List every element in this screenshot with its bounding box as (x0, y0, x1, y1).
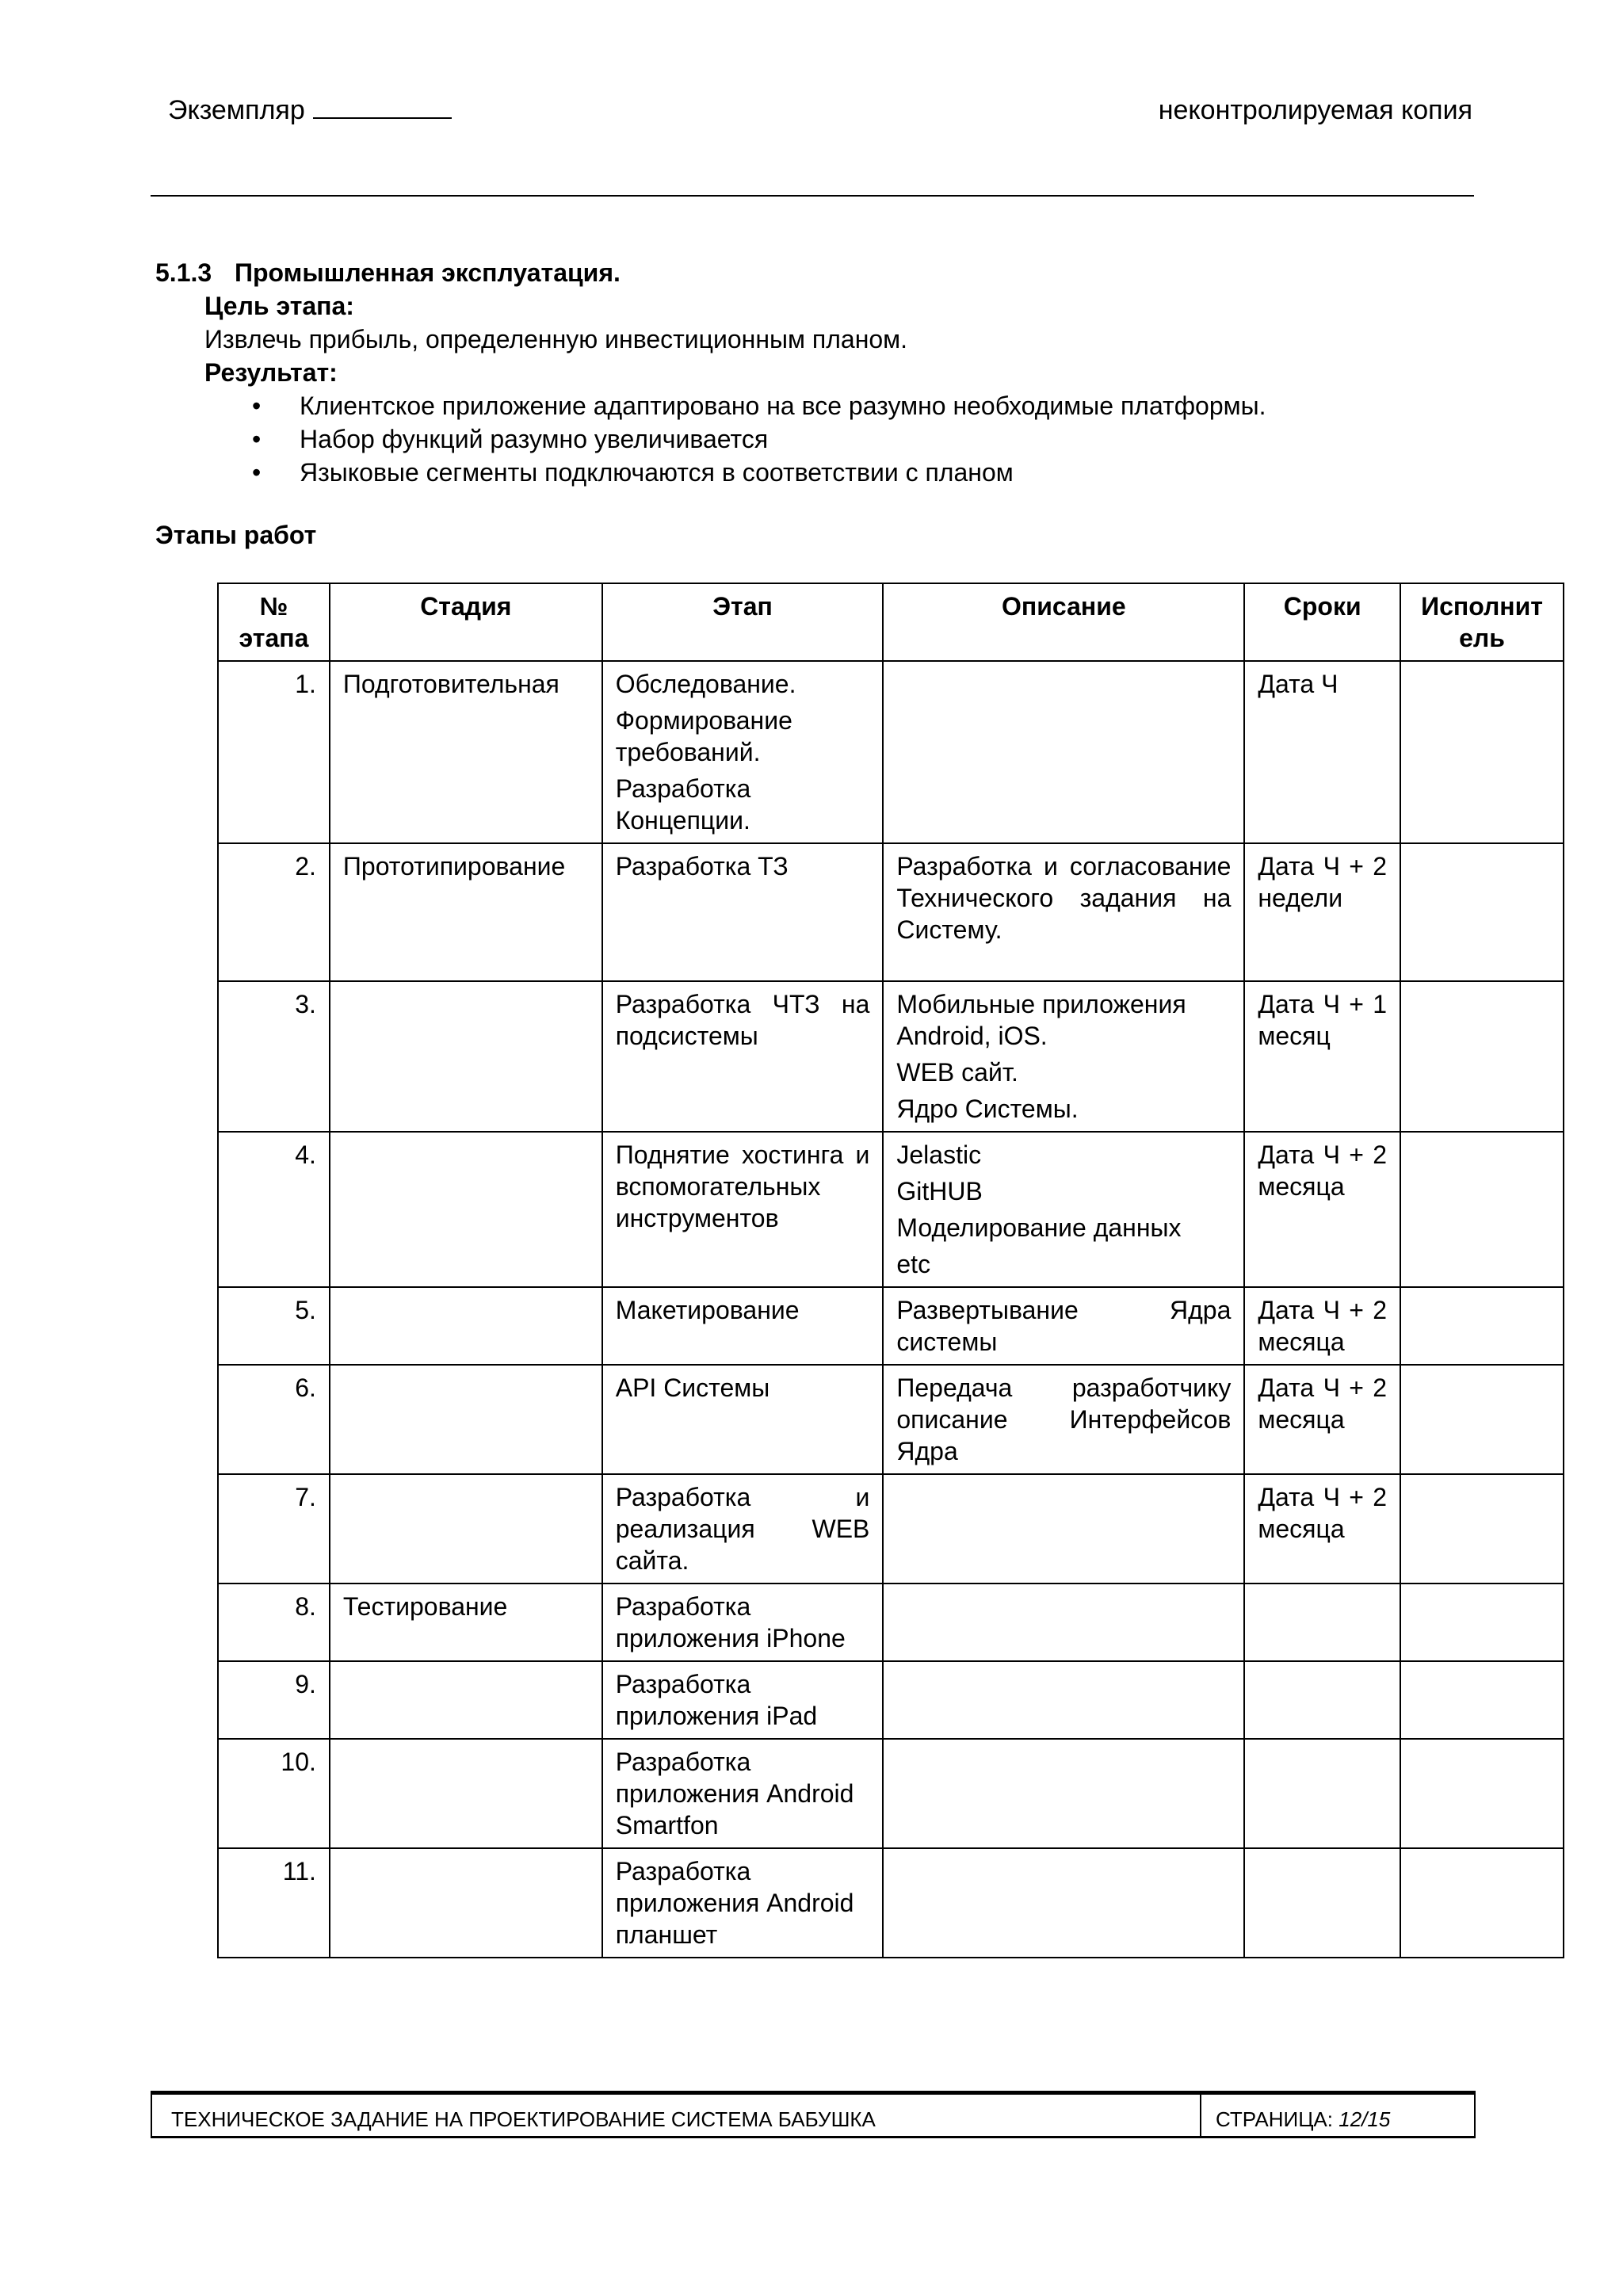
cell-stage (330, 1848, 602, 1958)
cell-executor (1400, 1661, 1564, 1739)
copy-label (168, 95, 452, 126)
cell-description (883, 843, 1244, 981)
cell-stage (330, 1287, 602, 1365)
cell-stage (330, 1365, 602, 1474)
section-5-1-3 (155, 256, 1503, 489)
step-line: Разработка приложения Android Smartfon (615, 1748, 854, 1839)
table-header-row (218, 583, 1564, 661)
cell-step (602, 1365, 884, 1474)
cell-stage (330, 1739, 602, 1848)
footer (151, 2091, 1476, 2138)
cell-executor (1400, 1848, 1564, 1958)
step-line: Формирование требований. (615, 706, 792, 766)
copy-label-text: Экземпляр (168, 95, 305, 125)
step-line: Разработка и реализация WEB сайта. (615, 1483, 870, 1575)
header-rule (151, 195, 1474, 197)
cell-executor (1400, 1132, 1564, 1287)
header-text: Исполнит (1421, 592, 1543, 621)
cell-dates: Дата Ч + 2 недели (1244, 843, 1400, 981)
header-text: ель (1459, 624, 1505, 652)
cell-executor (1400, 1287, 1564, 1365)
cell-description (883, 1661, 1244, 1739)
step-line: Поднятие хостинга и вспомогательных инструментов (615, 1140, 870, 1232)
cell-step (602, 661, 884, 843)
table-row (218, 1474, 1564, 1584)
cell-number: 7. (218, 1474, 330, 1584)
column-header-dates: Сроки (1244, 583, 1400, 661)
cell-description (883, 981, 1244, 1132)
footer-page-info (1216, 2107, 1390, 2132)
footer-divider (1200, 2095, 1201, 2136)
description-line: Передача разработчику описание Интерфейсов Ядра (896, 1373, 1232, 1465)
cell-executor (1400, 661, 1564, 843)
cell-dates (1244, 1739, 1400, 1848)
header-text: № (259, 592, 288, 621)
cell-number: 6. (218, 1365, 330, 1474)
section-heading (155, 256, 1503, 289)
cell-description (883, 1584, 1244, 1661)
table-row (218, 1584, 1564, 1661)
column-header-description: Описание (883, 583, 1244, 661)
step-line: Разработка приложения Android планшет (615, 1857, 854, 1949)
page-number: 12/15 (1338, 2107, 1391, 2131)
column-header-executor (1400, 583, 1564, 661)
table-row (218, 981, 1564, 1132)
page-label: СТРАНИЦА: (1216, 2107, 1334, 2131)
step-line: Обследование. (615, 670, 796, 698)
step-line: Макетирование (615, 1296, 800, 1324)
goal-label: Цель этапа: (204, 292, 354, 320)
cell-stage: Прототипирование (330, 843, 602, 981)
table-row (218, 843, 1564, 981)
cell-executor (1400, 1365, 1564, 1474)
cell-executor (1400, 1584, 1564, 1661)
bullet-icon: • (252, 458, 262, 487)
cell-dates: Дата Ч + 2 месяца (1244, 1365, 1400, 1474)
cell-number: 2. (218, 843, 330, 981)
cell-step (602, 1661, 884, 1739)
cell-description (883, 1739, 1244, 1848)
description-line: etc (896, 1250, 931, 1278)
description-line: Разработка и согласование Технического задания на Систему. (896, 852, 1232, 944)
cell-description (883, 1848, 1244, 1958)
table-row (218, 1661, 1564, 1739)
result-list (252, 389, 1503, 489)
cell-dates (1244, 1584, 1400, 1661)
list-item-text: Языковые сегменты подключаются в соответствии с планом (300, 458, 1014, 487)
cell-step (602, 1474, 884, 1584)
table-row (218, 1132, 1564, 1287)
table-row (218, 1287, 1564, 1365)
cell-dates (1244, 1848, 1400, 1958)
cell-number: 11. (218, 1848, 330, 1958)
cell-dates: Дата Ч + 1 месяц (1244, 981, 1400, 1132)
cell-number: 1. (218, 661, 330, 843)
cell-step (602, 1132, 884, 1287)
copy-status: неконтролируемая копия (1158, 95, 1472, 125)
list-item-text: Набор функций разумно увеличивается (300, 425, 769, 453)
step-line: Разработка приложения iPad (615, 1670, 818, 1730)
cell-number: 10. (218, 1739, 330, 1848)
table-row (218, 1739, 1564, 1848)
cell-executor (1400, 843, 1564, 981)
cell-description (883, 661, 1244, 843)
cell-number: 4. (218, 1132, 330, 1287)
bullet-icon: • (252, 392, 262, 420)
description-line: Моделирование данных (896, 1213, 1182, 1242)
list-item (252, 389, 1503, 422)
cell-number: 3. (218, 981, 330, 1132)
copy-number-blank (313, 97, 452, 119)
cell-executor (1400, 1739, 1564, 1848)
cell-stage (330, 1661, 602, 1739)
cell-step (602, 1287, 884, 1365)
cell-dates: Дата Ч (1244, 661, 1400, 843)
stages-table (217, 583, 1564, 1958)
step-line: Разработка Концепции. (615, 774, 751, 835)
column-header-step: Этап (602, 583, 884, 661)
bullet-icon: • (252, 425, 262, 453)
table-row (218, 661, 1564, 843)
cell-description (883, 1474, 1244, 1584)
cell-step (602, 981, 884, 1132)
table-row (218, 1365, 1564, 1474)
footer-document-title: ТЕХНИЧЕСКОЕ ЗАДАНИЕ НА ПРОЕКТИРОВАНИЕ СИСТЕМА БАБУШКА (171, 2107, 876, 2131)
header-text: этапа (239, 624, 309, 652)
cell-dates: Дата Ч + 2 месяца (1244, 1287, 1400, 1365)
cell-stage: Тестирование (330, 1584, 602, 1661)
cell-step (602, 1584, 884, 1661)
cell-dates (1244, 1661, 1400, 1739)
section-title: Промышленная эксплуатация. (235, 258, 621, 287)
cell-executor (1400, 981, 1564, 1132)
description-line: GitHUB (896, 1177, 983, 1205)
cell-step (602, 1739, 884, 1848)
cell-dates: Дата Ч + 2 месяца (1244, 1132, 1400, 1287)
list-item (252, 422, 1503, 456)
step-line: Разработка приложения iPhone (615, 1592, 846, 1652)
goal-text: Извлечь прибыль, определенную инвестиционным планом. (204, 325, 908, 353)
cell-number: 8. (218, 1584, 330, 1661)
cell-dates: Дата Ч + 2 месяца (1244, 1474, 1400, 1584)
description-line: WEB сайт. (896, 1058, 1018, 1087)
cell-stage: Подготовительная (330, 661, 602, 843)
cell-step (602, 1848, 884, 1958)
cell-number: 9. (218, 1661, 330, 1739)
cell-number: 5. (218, 1287, 330, 1365)
list-item-text: Клиентское приложение адаптировано на все разумно необходимые платформы. (300, 392, 1266, 420)
description-line: Развертывание Ядра системы (896, 1296, 1232, 1356)
result-label: Результат: (204, 358, 338, 387)
step-line: Разработка ЧТЗ на подсистемы (615, 990, 870, 1050)
list-item (252, 456, 1503, 489)
stages-heading: Этапы работ (155, 521, 317, 549)
description-line: Jelastic (896, 1140, 982, 1169)
cell-step (602, 843, 884, 981)
cell-executor (1400, 1474, 1564, 1584)
table-row (218, 1848, 1564, 1958)
step-line: Разработка ТЗ (615, 852, 789, 881)
cell-description (883, 1287, 1244, 1365)
description-line: Мобильные приложения Android, iOS. (896, 990, 1186, 1050)
cell-stage (330, 981, 602, 1132)
cell-stage (330, 1474, 602, 1584)
column-header-number (218, 583, 330, 661)
cell-description (883, 1365, 1244, 1474)
section-number: 5.1.3 (155, 258, 212, 287)
description-line: Ядро Системы. (896, 1095, 1079, 1123)
cell-stage (330, 1132, 602, 1287)
cell-description (883, 1132, 1244, 1287)
column-header-stage: Стадия (330, 583, 602, 661)
step-line: API Системы (615, 1373, 770, 1402)
